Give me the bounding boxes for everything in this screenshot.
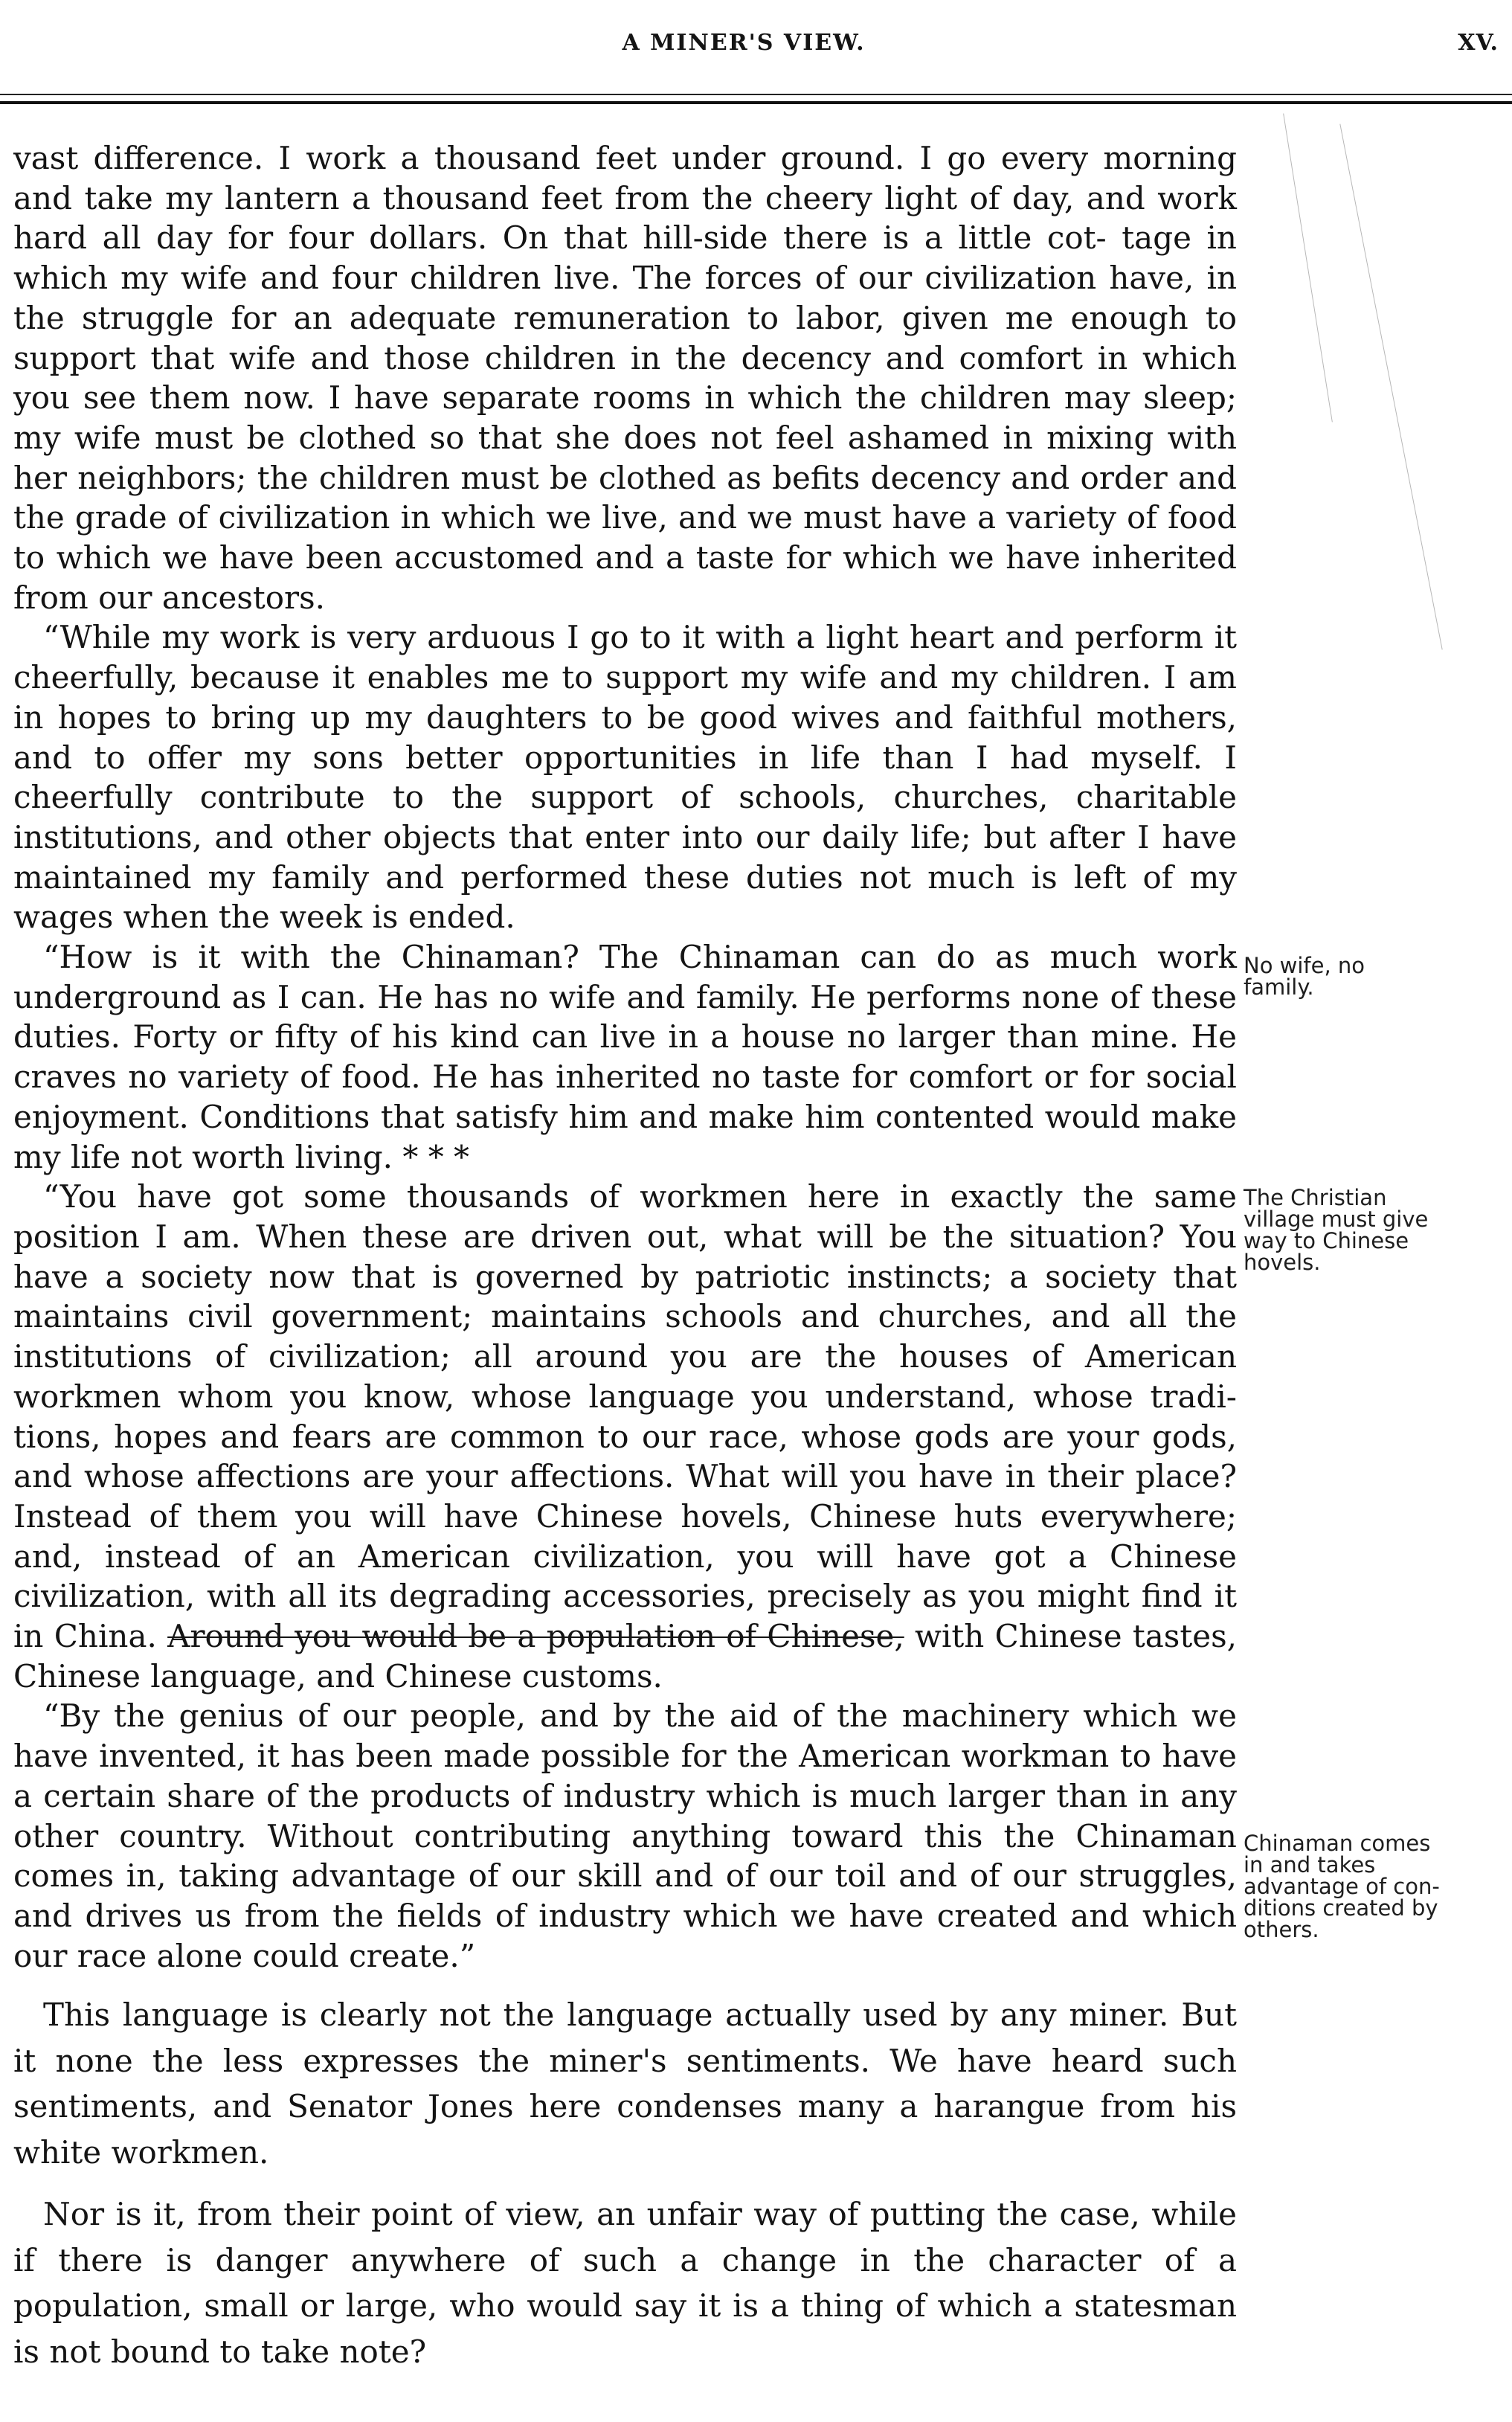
text-line: as befits decency and order and the grade of civilization in which we live, xyxy=(13,459,1237,536)
sidenote-line: way to Chinese xyxy=(1244,1228,1409,1253)
text-line: make him contented would make my life not worth living. * * * xyxy=(13,1098,1237,1175)
sidenote-chinaman-comes xyxy=(1244,1833,1489,1941)
sidenote-line: hovels. xyxy=(1244,1250,1321,1275)
text-line: given me enough to support that wife and those children in the decency xyxy=(13,299,1237,376)
header-rule-thick xyxy=(0,101,1512,104)
text-line: But it none the less expresses the miner's sentiments. We have heard xyxy=(13,1997,1237,2079)
main-text-column xyxy=(13,138,1237,2374)
text-line: of our struggles, and drives us from the fields of industry which we have xyxy=(13,1857,1238,1934)
sidenote-line: No wife, no xyxy=(1244,953,1365,978)
text-line: tions, hopes and fears are common to our race, whose gods are your gods, xyxy=(13,1418,1237,1455)
text-line: workmen whom you know, whose language you understand, whose tradi- xyxy=(13,1378,1237,1415)
text-line: have invented, it has been made possible for the American workman to xyxy=(13,1738,1151,1775)
text-line: tage in which my wife and four children live. The forces of our xyxy=(13,219,1237,297)
text-line: these duties. Forty or fifty of his kind can live in a house no larger xyxy=(13,978,1238,1056)
text-line: underground as I can. He has no wife and family. He performs none of xyxy=(13,978,1141,1015)
header-rule-thin xyxy=(0,94,1512,95)
text-line: faithful mothers, and to offer my sons better opportunities in life than I xyxy=(13,698,1237,776)
running-title: A MINER'S VIEW. xyxy=(622,30,866,56)
text-line: and take my lantern a thousand feet from the cheery light of day, and xyxy=(13,179,1145,216)
text-line: the children may sleep; my wife must be clothed so that she does not xyxy=(13,379,1238,456)
text-line: while if there is danger anywhere of such a change in the character of a xyxy=(13,2196,1237,2278)
text-line: and a taste for which we have inherited from our ancestors. xyxy=(13,539,1237,616)
text-line: feel ashamed in mixing with her neighbors; the children must be clothed xyxy=(13,419,1237,496)
text-line: position I am. When these are driven out, what will be the situation? xyxy=(13,1218,1165,1255)
paragraph xyxy=(13,1696,1237,1976)
sidenote-line: family. xyxy=(1244,974,1314,1000)
paragraph xyxy=(13,2191,1237,2374)
text-line: civilization have, in the struggle for an adequate remuneration to labor, xyxy=(13,260,1237,336)
text-line: the institutions of civilization; all around you are the houses of American xyxy=(13,1298,1237,1375)
sidenote-no-wife xyxy=(1244,955,1489,998)
text-line: the Chinaman comes in, taking advantage of our skill and of our toil and xyxy=(13,1817,1237,1895)
scan-mark xyxy=(1339,124,1442,650)
struck-through-text: Around you would be a population of Chinese, xyxy=(167,1618,904,1655)
text-line: for comfort or for social enjoyment. Conditions that satisfy him and xyxy=(13,1059,1237,1135)
text-line: such sentiments, and Senator Jones here condenses many a harangue from xyxy=(13,2042,1237,2125)
paragraph xyxy=(13,138,1237,617)
text-line: that maintains civil government; maintains schools and churches, and all xyxy=(13,1258,1237,1335)
paragraph xyxy=(13,937,1237,1177)
sidenote-christian-village xyxy=(1244,1187,1489,1273)
sidenote-line: Chinaman comes xyxy=(1244,1831,1431,1856)
text-line: place? Instead of them you will have Chinese hovels, Chinese huts xyxy=(13,1458,1237,1535)
text-line: “While my work is very arduous I go to it with a light heart and xyxy=(43,619,1064,656)
text-line: You have a society now that is governed by patriotic instincts; a society xyxy=(13,1218,1237,1295)
text-line: got a Chinese civilization, with all its degrading accessories, precisely as xyxy=(13,1538,1237,1615)
paragraph xyxy=(13,1992,1237,2175)
text-line: everywhere; and, instead of an American civilization, you will have xyxy=(13,1497,1237,1575)
paragraph xyxy=(13,1177,1237,1696)
text-line: had myself. I cheerfully contribute to the support of schools, churches, xyxy=(13,739,1238,816)
text-line: “By the genius of our people, and by the aid of the machinery which we xyxy=(43,1697,1237,1735)
text-line: children. I am in hopes to bring up my daughters to be good wives and xyxy=(13,659,1237,736)
text-line: with Chinese tastes, Chinese language, and Chinese customs. xyxy=(13,1618,1237,1695)
sidenote-line: The Christian xyxy=(1244,1185,1387,1210)
text-line: you might find it in China. xyxy=(13,1578,1237,1655)
text-line: This language is clearly not the language actually used by any miner. xyxy=(43,1997,1169,2034)
text-line: statesman is not bound to take note? xyxy=(13,2287,1237,2370)
text-line: charitable institutions, and other objects that enter into our daily life; xyxy=(13,779,1237,855)
text-line: have a certain share of the products of industry which is much larger xyxy=(13,1738,1237,1814)
text-line: “You have got some thousands of workmen here in exactly the same xyxy=(43,1178,1237,1215)
text-line: than mine. He craves no variety of food. He has inherited no taste xyxy=(13,1018,1237,1096)
text-line: work hard all day for four dollars. On that hill-side there is a little cot- xyxy=(13,179,1237,257)
text-line: perform it cheerfully, because it enables me to support my wife and my xyxy=(13,619,1238,696)
text-line: population, small or large, who would say it is a thing of which a xyxy=(13,2287,1063,2325)
sidenote-line: in and takes xyxy=(1244,1852,1376,1877)
paragraph xyxy=(13,617,1237,937)
text-line: and we must have a variety of food to which we have been accustomed xyxy=(13,499,1237,576)
text-line: created and which our race alone could create.” xyxy=(13,1897,1237,1974)
sidenote-line: ditions created by xyxy=(1244,1895,1438,1921)
text-line: and comfort in which you see them now. I have separate rooms in which xyxy=(13,339,1237,417)
text-line: Nor is it, from their point of view, an unfair way of putting the case, xyxy=(43,2196,1140,2233)
text-line: than in any other country. Without contributing anything toward this xyxy=(13,1777,1238,1854)
text-line: vast difference. I work a thousand feet under ground. I go every morning xyxy=(13,140,1237,176)
text-line: his white workmen. xyxy=(13,2088,1238,2171)
sidenote-line: village must give xyxy=(1244,1207,1429,1232)
text-line: much is left of my wages when the week is ended. xyxy=(13,858,1237,936)
scan-mark xyxy=(1283,114,1333,423)
text-line: but after I have maintained my family and performed these duties not xyxy=(13,818,1237,896)
text-line: “How is it with the Chinaman? The Chinaman can do as much work xyxy=(43,939,1237,976)
sidenote-line: others. xyxy=(1244,1917,1319,1942)
text-line: and whose affections are your affections. What will you have in their xyxy=(13,1458,1124,1495)
sidenote-line: advantage of con- xyxy=(1244,1874,1440,1899)
page-number: XV. xyxy=(1458,30,1499,56)
